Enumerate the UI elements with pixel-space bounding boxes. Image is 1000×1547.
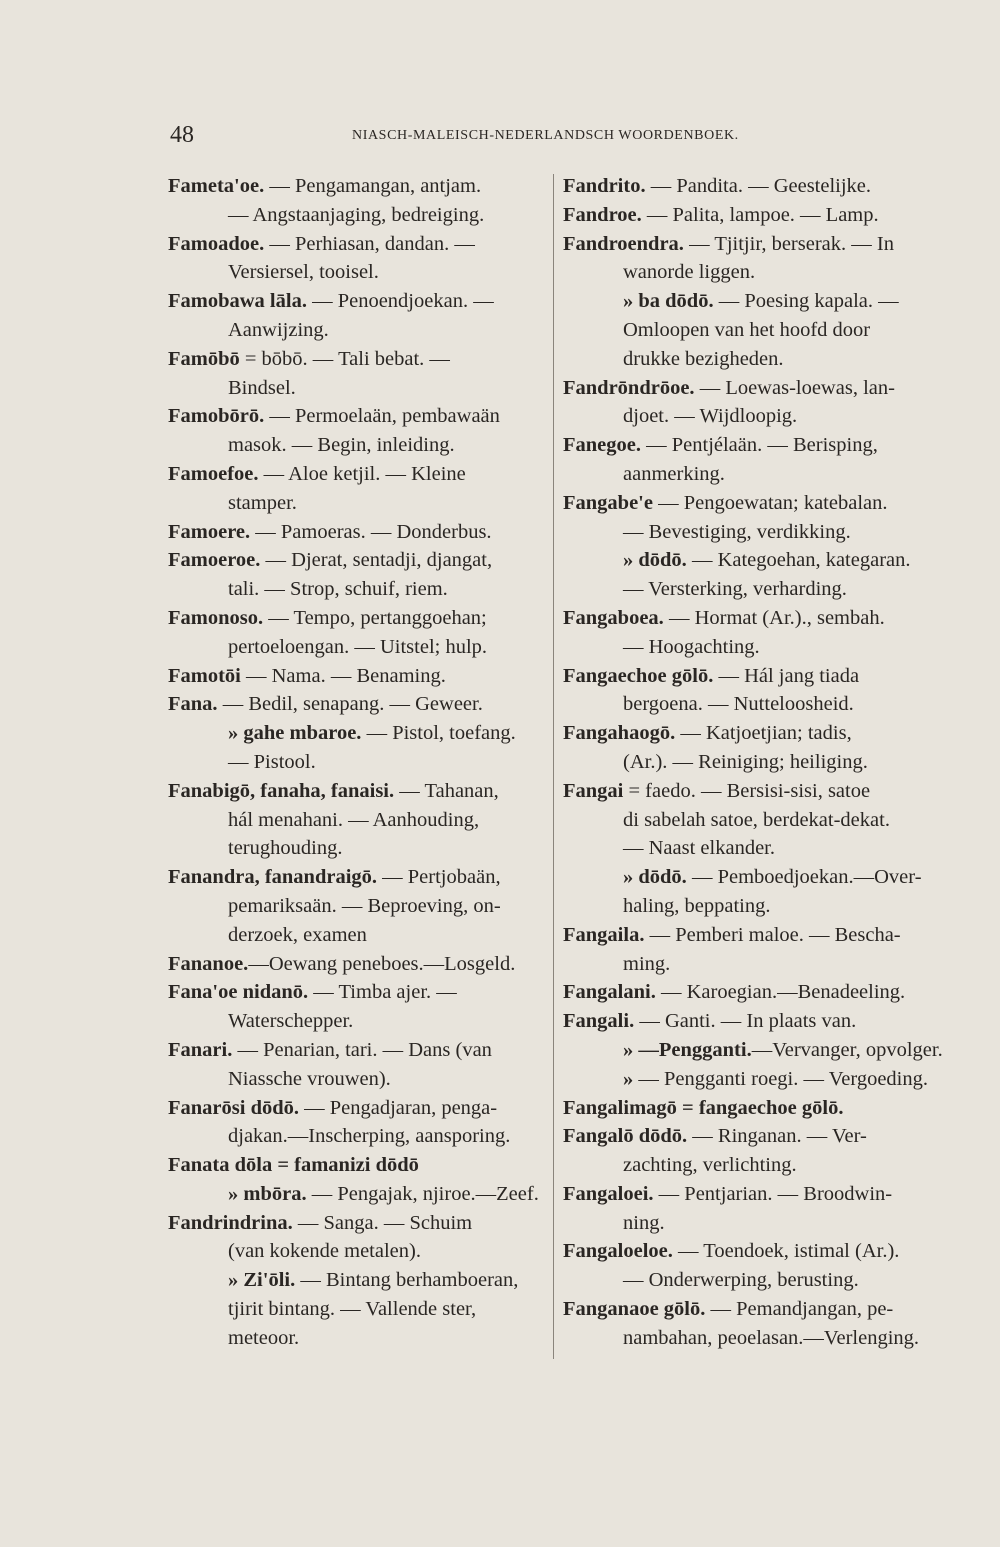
entry-line	[168, 1209, 553, 1238]
definition-text: stamper.	[228, 491, 297, 514]
definition-text: Omloopen van het hoofd door	[623, 318, 871, 341]
entry-line	[168, 316, 553, 345]
definition-text: nambahan, peoelasan.—Verlenging.	[623, 1326, 920, 1349]
entry-line	[563, 230, 948, 259]
left-column	[168, 172, 553, 1353]
definition-text: — Kategoehan, kategaran.	[686, 549, 911, 572]
entry-line	[563, 431, 948, 460]
headword: Famobawa lāla.	[168, 290, 307, 313]
headword: Fanata dōla = famanizi dōdō	[168, 1154, 419, 1177]
entry-line	[168, 662, 553, 691]
definition-text: —Vervanger, opvolger.	[751, 1038, 943, 1061]
entry-line	[168, 546, 553, 575]
headword: Fanandra, fanandraigō.	[168, 866, 378, 889]
definition-text: — Sanga. — Schuim	[292, 1211, 473, 1234]
headword: Famoeroe.	[168, 549, 261, 572]
definition-text: — Pamoeras. — Donderbus.	[250, 520, 492, 543]
headword: » ba dōdō.	[623, 290, 714, 313]
page-number: 48	[170, 122, 194, 148]
definition-text: — Timba ajer. —	[308, 981, 457, 1004]
definition-text: Versiersel, tooisel.	[228, 261, 379, 284]
definition-text: djakan.—Inscherping, aansporing.	[228, 1125, 511, 1148]
entry-line	[563, 1266, 948, 1295]
entry-line	[563, 201, 948, 230]
definition-text: ming.	[623, 952, 671, 975]
entry-line	[168, 690, 553, 719]
definition-text: (van kokende metalen).	[228, 1240, 421, 1263]
definition-text: — Tempo, pertanggoehan;	[263, 606, 487, 629]
entry-line	[168, 748, 553, 777]
entry-line	[563, 402, 948, 431]
definition-text: — Pemandjangan, pe-	[705, 1298, 894, 1321]
entry-line	[563, 921, 948, 950]
entry-line	[563, 690, 948, 719]
definition-text: aanmerking.	[623, 462, 725, 485]
definition-text: — Tahanan,	[394, 779, 499, 802]
definition-text: ning.	[623, 1211, 665, 1234]
definition-text: — Onderwerping, berusting.	[623, 1269, 859, 1292]
headword: Fangalani.	[563, 981, 656, 1004]
headword: Fangali.	[563, 1010, 635, 1033]
entry-line	[563, 863, 948, 892]
entry-line	[563, 748, 948, 777]
definition-text: — Bedil, senapang. — Geweer.	[217, 693, 483, 716]
definition-text: — Naast elkander.	[623, 837, 775, 860]
entry-line	[168, 633, 553, 662]
definition-text: — Bintang berhamboeran,	[295, 1269, 519, 1292]
entry-line	[168, 1007, 553, 1036]
entry-line	[563, 1007, 948, 1036]
right-column	[563, 172, 948, 1353]
definition-text: masok. — Begin, inleiding.	[228, 434, 455, 457]
entry-line	[563, 1180, 948, 1209]
page-header	[170, 122, 770, 150]
entry-line	[168, 345, 553, 374]
headword: » mbōra.	[228, 1182, 307, 1205]
definition-text: — Angstaanjaging, bedreiging.	[228, 203, 485, 226]
entry-line	[563, 1209, 948, 1238]
headword: Fameta'oe.	[168, 175, 265, 197]
definition-text: — Nama. — Benaming.	[240, 664, 446, 687]
definition-text: djoet. — Wijdloopig.	[623, 405, 798, 428]
entry-line	[168, 402, 553, 431]
definition-text: —Oewang peneboes.—Losgeld.	[248, 952, 516, 975]
definition-text: wanorde liggen.	[623, 261, 756, 284]
headword: » —Pengganti.	[623, 1038, 752, 1061]
entry-line	[563, 518, 948, 547]
entry-line	[563, 1036, 948, 1065]
entry-line	[563, 662, 948, 691]
definition-text: Aanwijzing.	[228, 318, 329, 341]
definition-text: — Versterking, verharding.	[623, 578, 847, 601]
definition-text: — Bevestiging, verdikking.	[623, 520, 851, 543]
definition-text: — Loewas-loewas, lan-	[694, 376, 895, 399]
headword: Fangaloeloe.	[563, 1240, 673, 1263]
definition-text: — Pistool.	[228, 750, 316, 773]
definition-text: — Palita, lampoe. — Lamp.	[641, 203, 879, 226]
definition-text: — Penarian, tari. — Dans (van	[232, 1038, 492, 1061]
definition-text: — Hoogachting.	[623, 635, 760, 658]
entry-line	[168, 921, 553, 950]
entry-line	[168, 950, 553, 979]
column-divider	[553, 174, 554, 1359]
entry-line	[563, 1122, 948, 1151]
entry-line	[563, 1295, 948, 1324]
definition-text: pemariksaän. — Beproeving, on-	[228, 894, 501, 917]
definition-text: haling, bepрating.	[623, 894, 771, 917]
definition-text: — Ringanan. — Ver-	[687, 1125, 867, 1148]
headword: Fana'oe nidanō.	[168, 981, 309, 1004]
entry-line	[168, 1122, 553, 1151]
definition-text: — Pentjélaän. — Berisping,	[641, 434, 878, 457]
entry-line	[563, 604, 948, 633]
entry-line	[168, 1324, 553, 1353]
headword: Fangai	[563, 779, 624, 802]
entry-line	[563, 777, 948, 806]
headword: Famotōi	[168, 664, 241, 687]
headword: Fangaboea.	[563, 606, 664, 629]
definition-text: — Poesing kapala. —	[713, 290, 899, 313]
entry-line	[563, 172, 948, 201]
definition-text: — Karoegian.—Benadeeling.	[655, 981, 906, 1004]
definition-text: Bindsel.	[228, 376, 296, 399]
entry-line	[563, 719, 948, 748]
entry-line	[563, 834, 948, 863]
definition-text: di sabelah satoe, berdekat-dekat.	[623, 808, 890, 831]
entry-line	[168, 374, 553, 403]
headword: » dōdō.	[623, 549, 687, 572]
entry-line	[168, 518, 553, 547]
entry-line	[168, 1237, 553, 1266]
definition-text: — Pemberi maloe. — Bescha-	[644, 923, 901, 946]
entry-line	[563, 892, 948, 921]
headword: Fangalō dōdō.	[563, 1125, 688, 1148]
headword: Fangaila.	[563, 923, 645, 946]
definition-text: pertoeloengan. — Uitstel; hulp.	[228, 635, 488, 658]
definition-text: tali. — Strop, schuif, riem.	[228, 578, 448, 601]
headword: »	[623, 1067, 634, 1090]
headword: » dōdō.	[623, 866, 687, 889]
definition-text: — Penoendjoekan. —	[306, 290, 494, 313]
entry-line	[563, 950, 948, 979]
entry-line	[168, 863, 553, 892]
headword: Fanarōsi dōdō.	[168, 1096, 299, 1119]
headword: » Zi'ōli.	[228, 1269, 296, 1292]
entry-line	[563, 345, 948, 374]
entry-line	[563, 978, 948, 1007]
definition-text: — Katjoetjian; tadis,	[675, 722, 852, 745]
entry-line	[563, 460, 948, 489]
entry-line	[563, 258, 948, 287]
definition-text: derzoek, examen	[228, 923, 367, 946]
entry-line	[563, 1237, 948, 1266]
headword: Fangaloei.	[563, 1182, 654, 1205]
definition-text: drukke bezigheden.	[623, 347, 784, 370]
entry-line	[168, 834, 553, 863]
headword: Fangaechoe gōlō.	[563, 664, 714, 687]
entry-line	[563, 1151, 948, 1180]
headword: Fandroendra.	[563, 232, 684, 255]
entry-line	[168, 1295, 553, 1324]
headword: Fangalimagō = fangaechoe gōlō.	[563, 1096, 844, 1119]
headword: Fandrindrina.	[168, 1211, 293, 1234]
entry-line	[168, 258, 553, 287]
entry-line	[168, 431, 553, 460]
definition-text: — Toendoek, istimal (Ar.).	[672, 1240, 900, 1263]
headword: Famoadoe.	[168, 232, 265, 255]
definition-text: meteoor.	[228, 1326, 300, 1349]
entry-line	[563, 1065, 948, 1094]
definition-text: bergoena. — Nutteloosheid.	[623, 693, 854, 716]
definition-text: — Aloe ketjil. — Kleine	[258, 462, 466, 485]
headword: Fandrōndrōoe.	[563, 376, 695, 399]
entry-line	[563, 374, 948, 403]
entry-line	[563, 575, 948, 604]
headword: Fanegoe.	[563, 434, 641, 457]
entry-line	[563, 1094, 948, 1123]
entry-line	[168, 201, 553, 230]
definition-text: = bōbō. — Tali bebat. —	[239, 347, 450, 370]
headword: Fananoe.	[168, 952, 249, 975]
headword: Fanganaoe gōlō.	[563, 1298, 706, 1321]
headword: Fana.	[168, 693, 218, 716]
headword: Famobōrō.	[168, 405, 265, 428]
entry-line	[168, 604, 553, 633]
definition-text: terughouding.	[228, 837, 343, 860]
definition-text: — Pengadjaran, penga-	[299, 1096, 498, 1119]
entry-line	[168, 1094, 553, 1123]
entry-line	[168, 978, 553, 1007]
headword: Fangahaogō.	[563, 722, 676, 745]
definition-text: — Hormat (Ar.)., sembah.	[663, 606, 885, 629]
entry-line	[168, 287, 553, 316]
headword: Famonoso.	[168, 606, 264, 629]
entry-line	[168, 777, 553, 806]
headword: » gahe mbaroe.	[228, 722, 362, 745]
entry-line	[168, 489, 553, 518]
entry-line	[168, 806, 553, 835]
running-title: NIASCH-MALEISCH-NEDERLANDSCH WOORDENBOEK.	[352, 128, 739, 143]
entry-line	[168, 575, 553, 604]
entry-line	[168, 1036, 553, 1065]
definition-text: tjirit bintang. — Vallende ster,	[228, 1298, 477, 1321]
definition-text: — Permoelaän, pembawaän	[264, 405, 500, 428]
entry-line	[168, 1266, 553, 1295]
entry-line	[563, 1324, 948, 1353]
entry-line	[563, 316, 948, 345]
definition-text: — Pertjobaän,	[377, 866, 501, 889]
entry-line	[168, 1065, 553, 1094]
definition-text: zachting, verlichting.	[623, 1154, 797, 1177]
definition-text: — Tjitjir, berserak. — In	[683, 232, 894, 255]
definition-text: hál menahani. — Aanhouding,	[228, 808, 480, 831]
definition-text: — Pengganti roegi. — Vergoeding.	[633, 1067, 928, 1090]
entry-line	[168, 460, 553, 489]
entry-line	[168, 719, 553, 748]
entry-line	[168, 1151, 553, 1180]
entry-line	[563, 489, 948, 518]
definition-text: — Pistol, toefang.	[361, 722, 516, 745]
entry-line	[563, 546, 948, 575]
definition-text: = faedo. — Bersisi-sisi, satoe	[623, 779, 871, 802]
definition-text: Waterschepper.	[228, 1010, 354, 1033]
definition-text: — Hál jang tiada	[713, 664, 860, 687]
headword: Fandroe.	[563, 203, 642, 226]
definition-text: Niassche vrouwen).	[228, 1067, 391, 1090]
definition-text: — Pengoewatan; katebalan.	[652, 491, 888, 514]
definition-text: (Ar.). — Reiniging; heiliging.	[623, 750, 868, 773]
definition-text: — Perhiasan, dandan. —	[264, 232, 475, 255]
definition-text: — Djerat, sentadji, djangat,	[260, 549, 493, 572]
headword: Famoere.	[168, 520, 251, 543]
definition-text: — Pengajak, njiroe.—Zeef.	[306, 1182, 539, 1205]
headword: Famōbō	[168, 347, 240, 370]
definition-text: — Pengamangan, antjam.	[264, 175, 482, 197]
headword: Fandrito.	[563, 175, 646, 197]
entry-line	[563, 633, 948, 662]
headword: Famoefoe.	[168, 462, 259, 485]
definition-text: — Pentjarian. — Broodwin-	[653, 1182, 893, 1205]
definition-text: — Pandita. — Geestelijke.	[645, 175, 872, 197]
entry-line	[563, 287, 948, 316]
headword: Fanari.	[168, 1038, 233, 1061]
entry-line	[168, 230, 553, 259]
headword: Fangabe'e	[563, 491, 653, 514]
definition-text: — Ganti. — In plaats van.	[634, 1010, 857, 1033]
headword: Fanabigō, fanaha, fanaisi.	[168, 779, 395, 802]
entry-line	[563, 806, 948, 835]
entry-line	[168, 892, 553, 921]
entry-line	[168, 172, 553, 201]
entry-line	[168, 1180, 553, 1209]
definition-text: — Pemboedjoekan.—Over-	[686, 866, 922, 889]
